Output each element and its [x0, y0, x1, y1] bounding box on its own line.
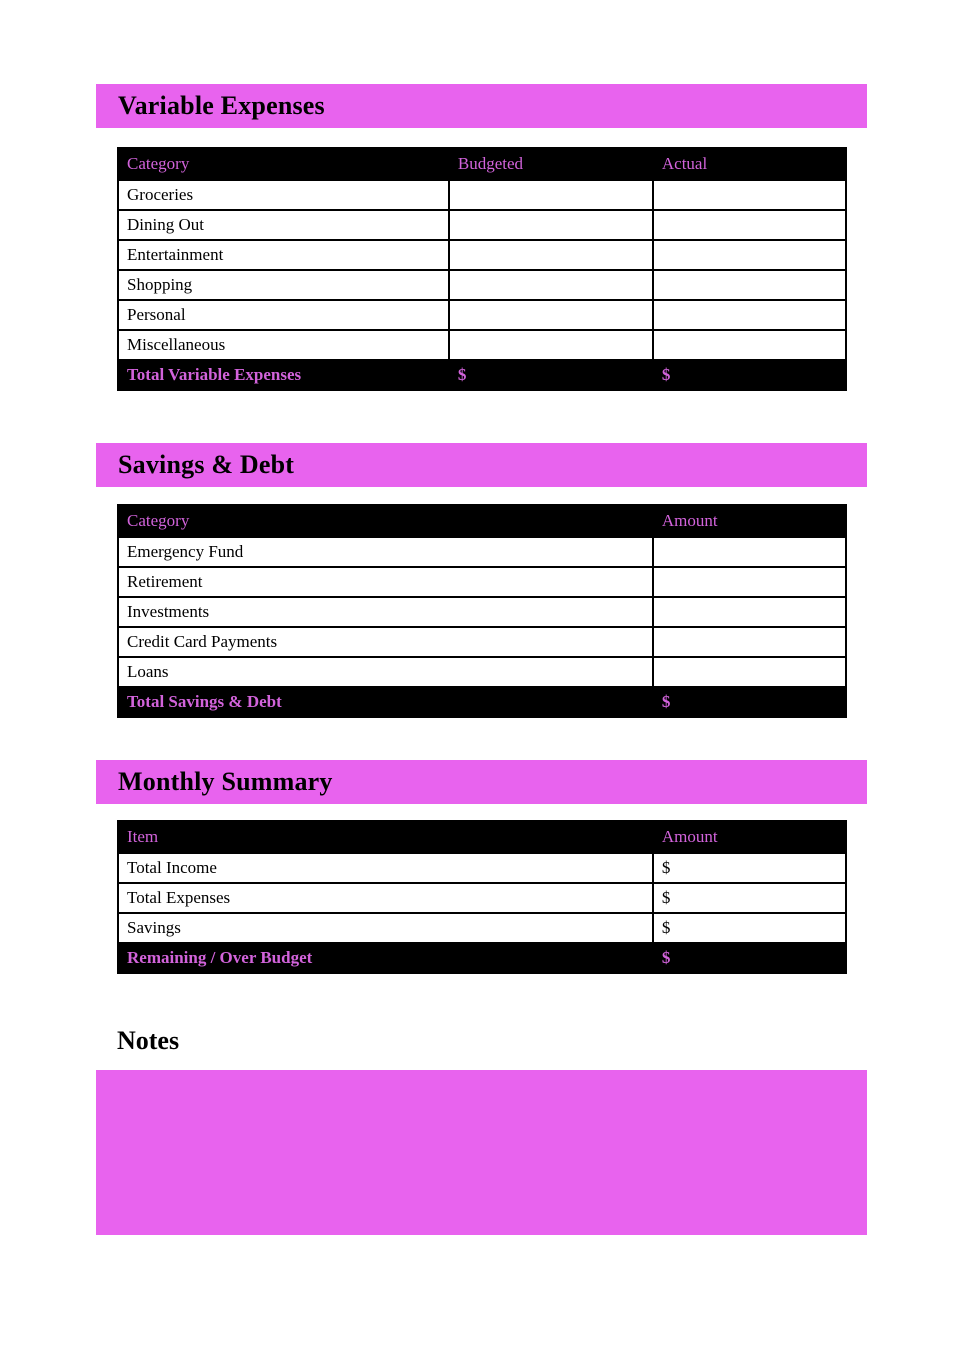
table-row [119, 626, 845, 656]
category-label: Entertainment [127, 245, 224, 264]
table-row [119, 209, 845, 239]
total-label: Total Variable Expenses [127, 365, 302, 384]
category-label: Loans [127, 662, 169, 681]
variable-expenses-title: Variable Expenses [118, 91, 325, 120]
budgeted-cell[interactable] [448, 241, 652, 269]
actual-cell[interactable] [652, 331, 845, 359]
budgeted-cell[interactable] [448, 181, 652, 209]
header-cell-category: Category [127, 511, 190, 530]
budgeted-cell[interactable] [448, 211, 652, 239]
amount-cell[interactable] [652, 658, 845, 686]
monthly-summary-table [117, 820, 847, 974]
total-amount-value: $ [661, 692, 671, 711]
monthly-summary-banner [96, 760, 867, 804]
table-row [119, 536, 845, 566]
savings-debt-banner [96, 443, 867, 487]
total-budgeted-value: $ [457, 365, 467, 384]
category-label: Shopping [127, 275, 193, 294]
table-row [119, 269, 845, 299]
amount-cell[interactable]: $ [652, 914, 845, 942]
actual-cell[interactable] [652, 211, 845, 239]
amount-cell[interactable] [652, 568, 845, 596]
table-row [119, 299, 845, 329]
header-cell-amount: Amount [661, 511, 718, 530]
category-label: Personal [127, 305, 186, 324]
category-label: Credit Card Payments [127, 632, 278, 651]
actual-cell[interactable] [652, 301, 845, 329]
header-cell-budgeted: Budgeted [457, 154, 524, 173]
item-label: Savings [127, 918, 181, 937]
variable-expenses-banner [96, 84, 867, 128]
notes-area[interactable] [96, 1070, 867, 1235]
amount-cell[interactable]: $ [652, 854, 845, 882]
amount-cell[interactable]: $ [652, 884, 845, 912]
amount-cell[interactable] [652, 598, 845, 626]
category-label: Investments [127, 602, 210, 621]
variable-expenses-table [117, 147, 847, 391]
amount-cell[interactable] [652, 538, 845, 566]
table-row [119, 239, 845, 269]
monthly-summary-total-row [119, 942, 845, 972]
budgeted-cell[interactable] [448, 301, 652, 329]
header-cell-actual: Actual [661, 154, 708, 173]
total-label: Remaining / Over Budget [127, 948, 313, 967]
category-label: Groceries [127, 185, 194, 204]
header-cell-category: Category [127, 154, 190, 173]
variable-expenses-header-row [119, 149, 845, 179]
actual-cell[interactable] [652, 181, 845, 209]
table-row [119, 179, 845, 209]
monthly-summary-header-row [119, 822, 845, 852]
savings-debt-table [117, 504, 847, 718]
item-label: Total Income [127, 858, 217, 877]
amount-cell[interactable] [652, 628, 845, 656]
total-amount-value: $ [661, 948, 671, 967]
total-actual-value: $ [661, 365, 671, 384]
total-label: Total Savings & Debt [127, 692, 282, 711]
budgeted-cell[interactable] [448, 271, 652, 299]
page-content [96, 0, 867, 1235]
table-row [119, 596, 845, 626]
monthly-summary-title: Monthly Summary [118, 767, 333, 796]
table-row [119, 852, 845, 882]
header-cell-item: Item [127, 827, 159, 846]
savings-debt-total-row [119, 686, 845, 716]
actual-cell[interactable] [652, 271, 845, 299]
category-label: Miscellaneous [127, 335, 226, 354]
item-label: Total Expenses [127, 888, 231, 907]
table-row [119, 329, 845, 359]
header-cell-amount: Amount [661, 827, 718, 846]
category-label: Emergency Fund [127, 542, 244, 561]
savings-debt-header-row [119, 506, 845, 536]
table-row [119, 912, 845, 942]
category-label: Dining Out [127, 215, 204, 234]
variable-expenses-total-row [119, 359, 845, 389]
table-row [119, 882, 845, 912]
table-row [119, 566, 845, 596]
table-row [119, 656, 845, 686]
savings-debt-title: Savings & Debt [118, 450, 295, 479]
actual-cell[interactable] [652, 241, 845, 269]
category-label: Retirement [127, 572, 203, 591]
notes-title: Notes [117, 1026, 180, 1055]
budgeted-cell[interactable] [448, 331, 652, 359]
